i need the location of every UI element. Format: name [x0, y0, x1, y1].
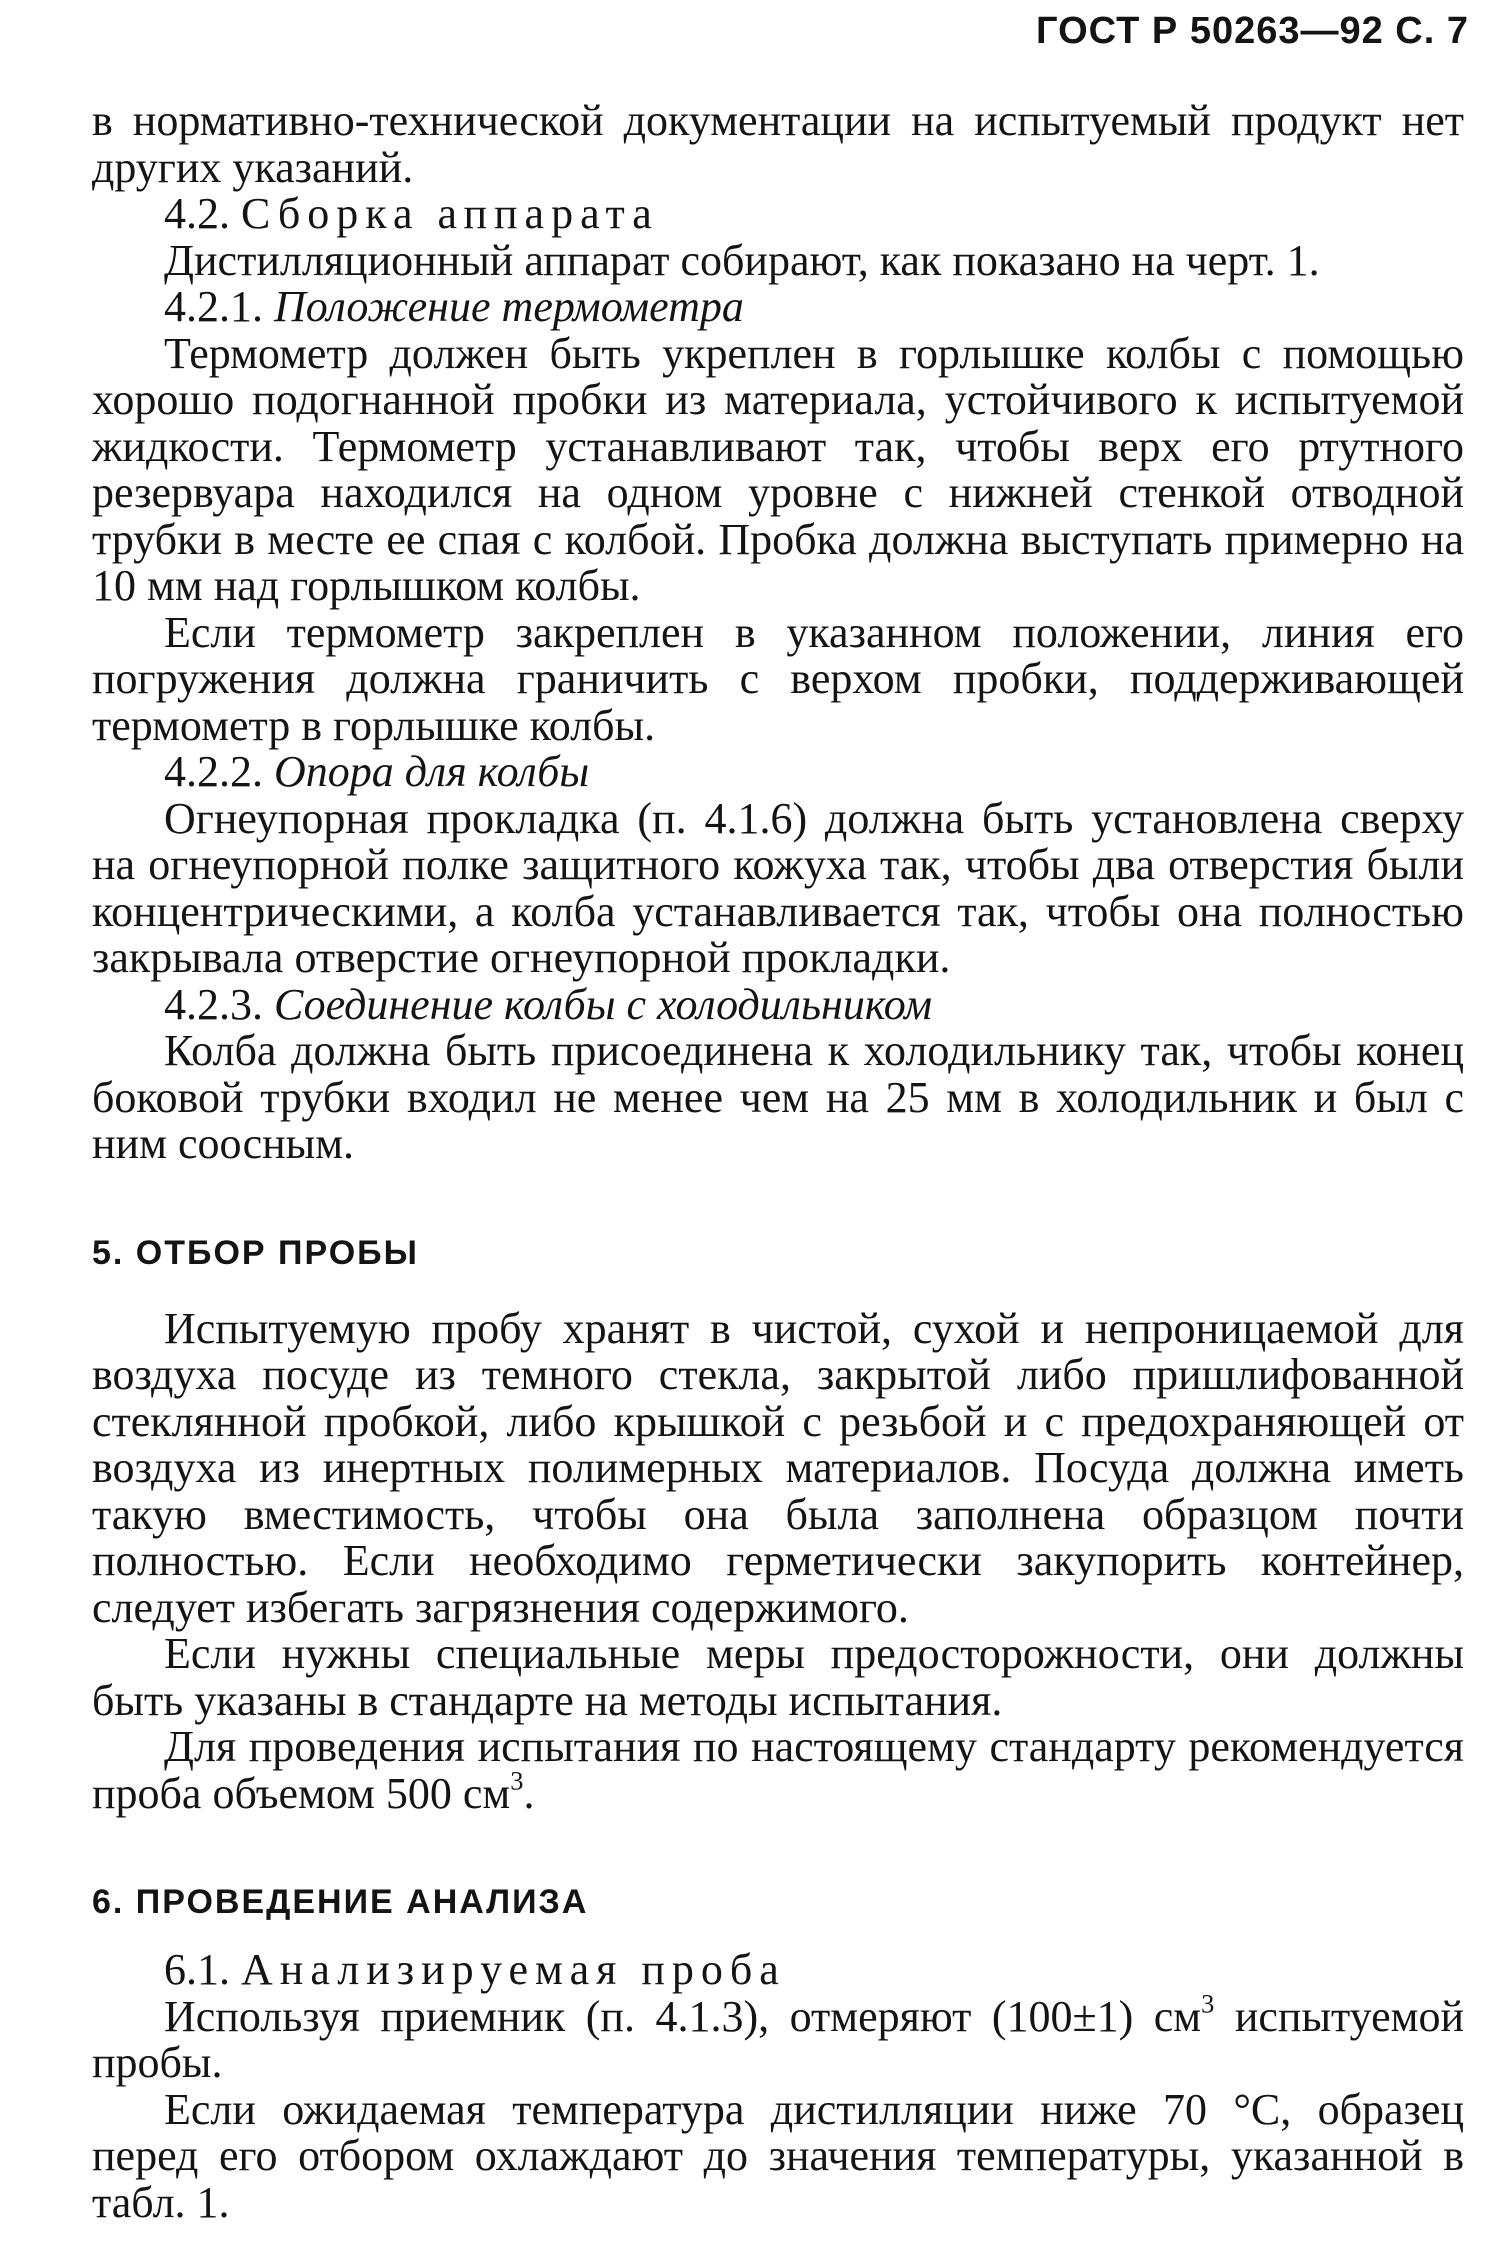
- subsection-4-2-3-heading: [92, 979, 1464, 1029]
- spacer: [92, 1168, 1464, 1230]
- subsection-number: 6.1.: [164, 1945, 230, 1994]
- superscript: 3: [1201, 1988, 1215, 2019]
- subsection-number: 4.2.1.: [164, 282, 263, 331]
- section-5-heading: 5. ОТБОР ПРОБЫ: [92, 1233, 419, 1272]
- paragraph-4-2-3: Колба должна быть присоединена к холодильнику так, чтобы конец боковой трубки входил не менее чем на 25 мм в холодильник и был с ним соосным.: [92, 1026, 1464, 1168]
- subsection-number: 4.2.2.: [164, 747, 263, 796]
- paragraph-6-1-b: Если ожидаемая температура дистилляции ниже 70 °С, образец перед его отбором охлаждают до значения температуры, указанной в табл. 1.: [92, 2084, 1464, 2227]
- subsection-title: Опора для колбы: [274, 747, 590, 796]
- running-header: ГОСТ Р 50263—92 С. 7: [1036, 10, 1469, 52]
- subsection-title: Сборка аппарата: [241, 189, 659, 238]
- paragraph-4-2-1-a: Термометр должен быть укреплен в горлышке колбы с помощью хорошо подогнанной пробки из материала, устойчивого к испытуемой жидкости. Термометр устанавливают так, чтобы верх его ртутного резервуара находился на одном уровне с нижней стенкой отводной трубки в месте ее спая с колбой. Пробка должна выступать примерно на 10 мм над горлышком колбы.: [92, 328, 1464, 610]
- section-6-heading: 6. ПРОВЕДЕНИЕ АНАЛИЗА: [92, 1883, 589, 1921]
- spacer: [92, 1276, 1464, 1306]
- paragraph-5-b: Если нужны специальные меры предосторожности, они должны быть указаны в стандарте на методы испытания.: [92, 1629, 1464, 1725]
- subsection-4-2-2-heading: [92, 749, 1464, 796]
- paragraph-5-c: [92, 1724, 1464, 1817]
- paragraph-text: Для проведения испытания по настоящему стандарту рекомендуется проба объемом 500 см: [92, 1722, 1464, 1818]
- paragraph-text: Используя приемник (п. 4.1.3), отмеряют (100±1) см: [164, 1991, 1202, 2041]
- body-text: [92, 98, 1464, 2226]
- superscript: 3: [510, 1765, 524, 1796]
- spacer: [92, 1925, 1464, 1947]
- paragraph-6-1-a: [92, 1988, 1464, 2087]
- paragraph-5-a: Испытуемую пробу хранят в чистой, сухой и непроницаемой для воздуха посуде из темного стекла, закрытой либо пришлифованной стеклянной пробкой, либо крышкой с резьбой и с предохраняющей от воздуха из инертных полимерных материалов. Посуда должна иметь такую вместимость, чтобы она была заполнена образцом почти полностью. Если необходимо герметически закупорить контейнер, следует избегать загрязнения содержимого.: [92, 1303, 1464, 1632]
- subsection-number: 4.2.: [164, 189, 230, 238]
- paragraph-text-end: испытуемой пробы.: [92, 1991, 1464, 2087]
- subsection-title: Соединение колбы с холодильником: [274, 979, 933, 1029]
- paragraph-4-2-1-b: Если термометр закреплен в указанном положении, линия его погружения должна граничить с верхом пробки, поддерживающей термометр в горлышке колбы.: [92, 607, 1464, 750]
- paragraph-4-2: Дистилляционный аппарат собирают, как показано на черт. 1.: [164, 235, 1320, 285]
- subsection-title: Положение термометра: [274, 282, 744, 331]
- subsection-number: 4.2.3.: [164, 979, 263, 1029]
- paragraph-text-end: .: [523, 1768, 535, 1818]
- subsection-6-1-heading: [92, 1947, 1464, 1994]
- spacer: [92, 1817, 1464, 1879]
- paragraph-continuation: в нормативно-технической документации на испытуемый продукт нет других указаний.: [92, 96, 1464, 192]
- subsection-title: Анализируемая проба: [241, 1945, 786, 1994]
- subsection-4-2-heading: [92, 191, 1464, 238]
- paragraph-4-2-2: Огнеупорная прокладка (п. 4.1.6) должна быть установлена сверху на огнеупорной полке защитного кожуха так, чтобы два отверстия были концентрическими, а колба устанавливается так, чтобы она полностью закрывала отверстие огнеупорной прокладки.: [92, 793, 1464, 982]
- subsection-4-2-1-heading: [92, 284, 1464, 331]
